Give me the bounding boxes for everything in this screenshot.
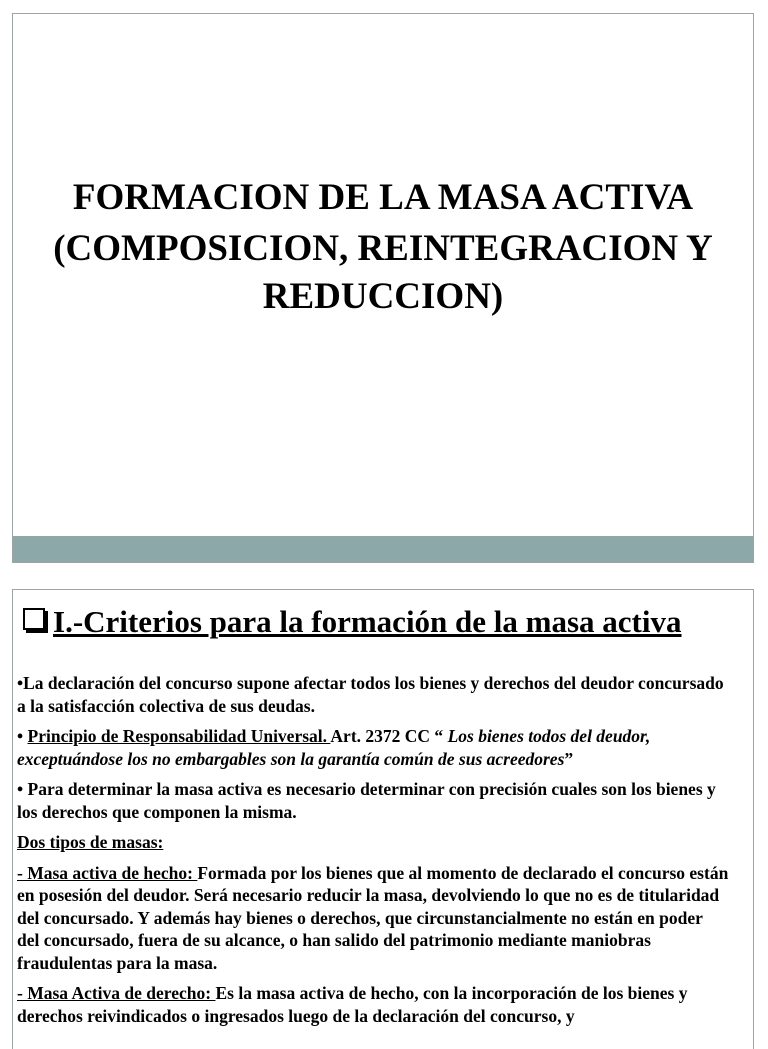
masa-hecho-label: - Masa activa de hecho: [17,862,198,883]
section-heading [23,604,682,640]
paragraph-declaracion: •La declaración del concurso supone afectar todos los bienes y derechos del deudor concursado a la satisfacción colectiva de sus deudas. [17,673,724,716]
title-line-2: (COMPOSICION, REINTEGRACION Y [53,228,713,270]
title-line-1: FORMACION DE LA MASA ACTIVA [72,177,694,218]
quote-close: ” [564,748,574,769]
principio-label: Principio de Responsabilidad Universal. [27,726,331,746]
dos-tipos-heading: Dos tipos de masas: [17,832,164,852]
masa-derecho-text: Es la masa activa de hecho, con la incorporación de los bienes y derechos reivindicados o ingresados luego de la declaración del concurso, y [17,983,688,1026]
paragraph-principio [17,725,729,770]
slide-body [17,672,729,1035]
slide-footer-band [13,536,753,562]
paragraph-masa-hecho [17,862,729,975]
masa-hecho-text: Formada por los bienes que al momento de declarado el concurso están en posesión del deudor. Será necesario reducir la masa, devolviendo lo que no es de titularidad del concursado. Y además hay bienes o derechos, que circunstancialmente no están en poder del concursado, fuera de su alcance, o han salido del patrimonio mediante maniobras fraudulentas para la masa. [17,862,729,973]
content-slide [12,589,754,1049]
article-ref: Art. 2372 CC “ [330,726,448,746]
paragraph-determinar: • Para determinar la masa activa es necesario determinar con precisión cuales son los bienes y los derechos que componen la misma. [17,779,716,822]
checkbox-square-icon [23,608,45,630]
masa-derecho-label: - Masa Activa de derecho: [17,983,216,1003]
slide-title [13,174,753,320]
title-line-3: REDUCCION) [262,275,504,317]
section-heading-text: I.-Criterios para la formación de la masa activa [53,604,682,639]
title-slide [12,13,754,563]
bullet: • [17,726,28,746]
article-quote: Los bienes todos del deudor, exceptuándose los no embargables son la garantía común de sus acreedores [17,726,651,769]
paragraph-masa-derecho [17,982,729,1027]
